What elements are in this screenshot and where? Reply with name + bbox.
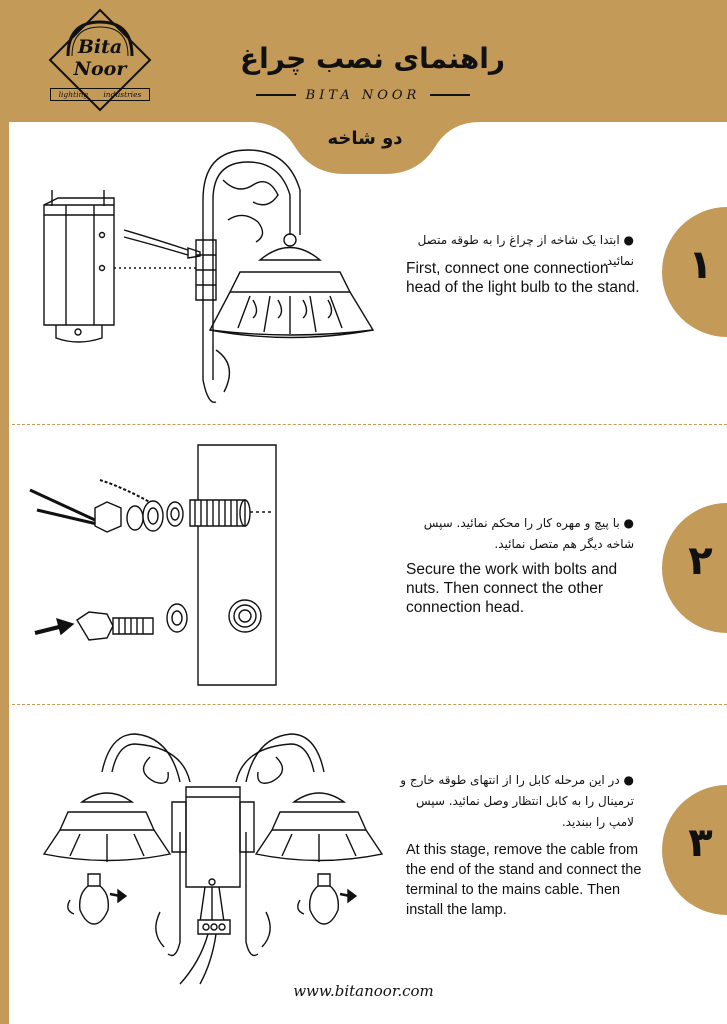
lamp-shade-left-icon (44, 793, 170, 862)
footer-website-link[interactable]: www.bitanoor.com (293, 982, 434, 1000)
stand-tube-icon (172, 787, 254, 887)
arrow-right-icon (35, 619, 73, 634)
page-title-en: BITA NOOR (305, 87, 421, 103)
step-1-text-en: First, connect one connection head of the light bulb to the stand. (406, 260, 640, 296)
step-1-number: ۱ (688, 242, 713, 288)
step-3-number: ۳ (688, 820, 713, 866)
stand-tube-icon (44, 190, 114, 342)
terminal-icon (180, 887, 230, 984)
lamp-shade-right-icon (256, 793, 382, 862)
wire-icon (114, 230, 200, 268)
page-title-fa: راهنمای نصب چراغ (239, 42, 506, 75)
logo-text-noor: Noor (73, 58, 127, 80)
section-divider-2 (12, 704, 727, 705)
step-2-number: ۲ (688, 538, 713, 584)
logo-sub-industries: industries (103, 90, 142, 99)
step-2-text-en: Secure the work with bolts and nuts. Then connect the other connection head. (406, 561, 618, 616)
section-divider-1 (12, 424, 727, 425)
step-1-fa: ابتدا یک شاخه از چراغ را به طوقه متصل نمائید. (417, 233, 634, 268)
page-title-en-wrap (252, 85, 474, 105)
lamp-arm-right-icon (236, 734, 324, 956)
logo-sub-lighting: lighting (58, 90, 89, 99)
step-2-text-fa (400, 513, 634, 555)
threaded-tube-icon (190, 500, 250, 526)
step-3-illustration (40, 722, 385, 987)
step-3-text-en: At this stage, remove the cable from the end of the stand and connect the terminal to the mains cable. Then install the lamp. (406, 842, 642, 918)
lamp-arm-left-icon (102, 734, 190, 956)
step-2-illustration (25, 440, 285, 690)
brand-logo (48, 8, 152, 112)
section-tab-label: دو شاخه (327, 128, 403, 149)
header (0, 0, 727, 122)
light-bulb-right-icon (298, 874, 356, 924)
light-bulb-left-icon (68, 874, 126, 924)
nut-icon (95, 501, 183, 532)
bolt-icon (77, 604, 187, 640)
lamp-arm-icon (196, 150, 300, 402)
step-3-fa: در این مرحله کابل را از انتهای طوقه خارج و ترمینال را به کابل انتظار وصل نمائید. سپس لامپ را ببندید. (400, 773, 634, 829)
bullet-icon: ● (619, 516, 634, 530)
wall-plate-icon (198, 445, 276, 685)
step-1-illustration (38, 140, 383, 415)
bullet-icon: ● (619, 233, 634, 247)
logo-text-bita: Bita (77, 36, 123, 58)
bullet-icon: ● (619, 773, 634, 787)
step-2-fa: با پیچ و مهره کار را محکم نمائید. سپس شاخه دیگر هم متصل نمائید. (423, 516, 634, 551)
lamp-shade-icon (210, 234, 373, 338)
step-3-text-fa (400, 770, 634, 833)
logo-subtitle (50, 88, 150, 101)
